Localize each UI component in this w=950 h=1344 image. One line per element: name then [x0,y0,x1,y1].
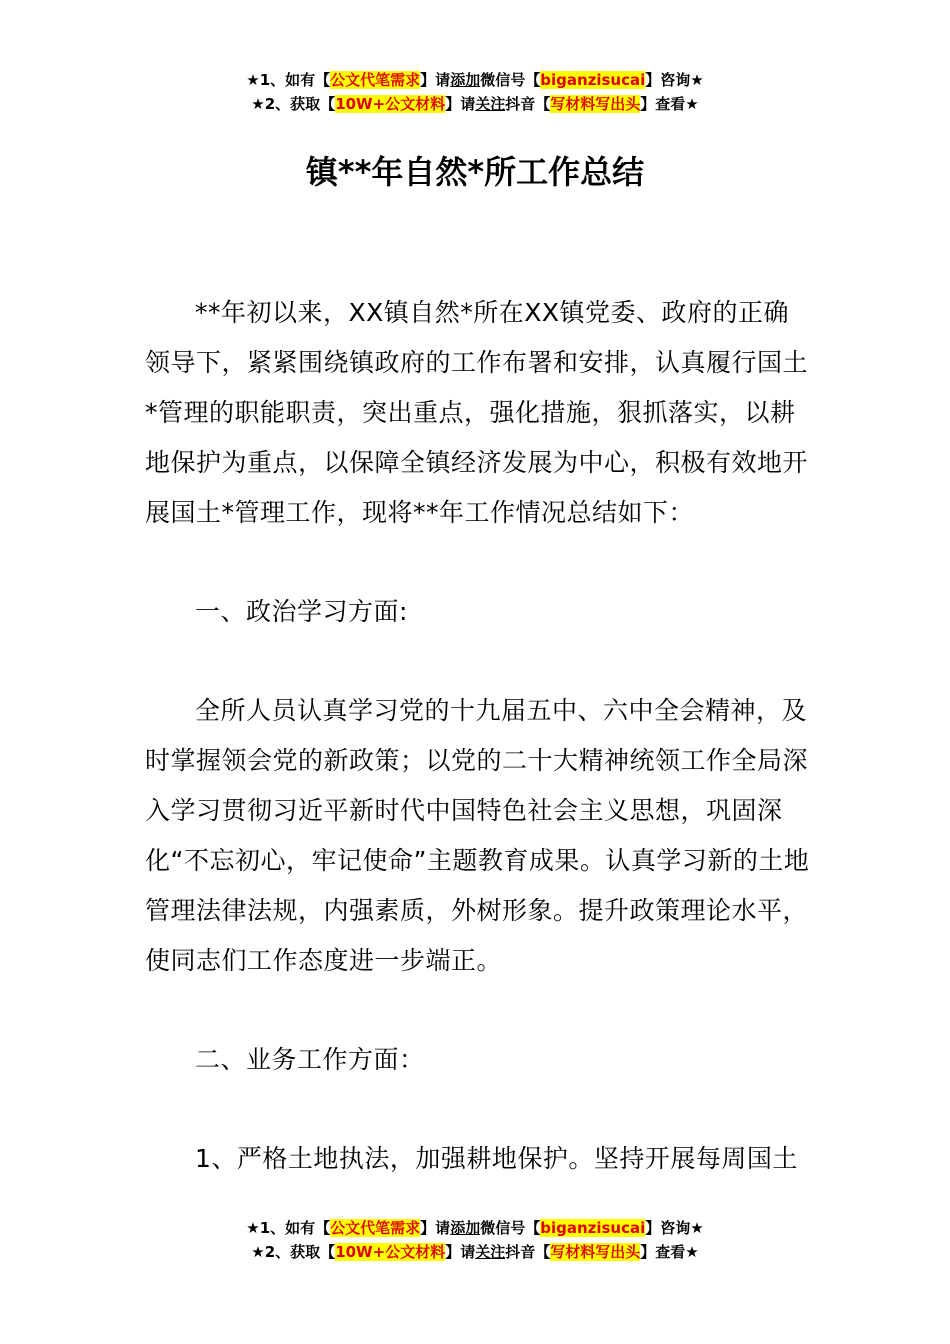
banner-text: 】请 [420,1219,451,1237]
banner-line-1 [0,1216,950,1240]
banner-text: 微信号【 [480,1219,541,1237]
banner-text: 抖音【 [505,95,551,113]
banner-line-2 [0,1240,950,1264]
document-body [145,587,810,637]
banner-underline: 关注 [475,95,506,113]
document-body [145,1134,810,1184]
banner-line-1 [0,68,950,92]
section-paragraph-2: 1、严格土地执法，加强耕地保护。坚持开展每周国土 [195,1144,798,1173]
section-heading-2: 二、业务工作方面： [195,1045,425,1074]
banner-line-2 [0,92,950,116]
document-body [145,1035,810,1085]
banner-underline: 添加 [450,1219,481,1237]
document-title: 镇**年自然*所工作总结 [305,153,645,191]
banner-highlight: 公文代笔需求 [330,1219,421,1237]
footer-banner [0,1216,950,1264]
banner-text: ★2、获取【 [251,95,336,113]
banner-underline: 关注 [475,1243,506,1261]
banner-text: ★1、如有【 [246,1219,331,1237]
intro-paragraph: **年初以来，XX镇自然*所在XX镇党委、政府的正确领导下，紧紧围绕镇政府的工作布署和安排，认真履行国土*管理的职能职责，突出重点，强化措施，狠抓落实，以耕地保护为重点，以保障全镇经济发展为中心，积极有效地开展国土*管理工作，现将**年工作情况总结如下： [145,298,809,527]
banner-text: 抖音【 [505,1243,551,1261]
banner-highlight: 公文代笔需求 [330,71,421,89]
header-banner [0,68,950,116]
banner-underline: 添加 [450,71,481,89]
banner-text: 】请 [445,95,476,113]
banner-highlight: 10W+公文材料 [335,1243,446,1261]
banner-highlight: biganzisucai [540,1219,646,1237]
section-paragraph-1: 全所人员认真学习党的十九届五中、六中全会精神，及时掌握领会党的新政策；以党的二十大精神统领工作全局深入学习贯彻习近平新时代中国特色社会主义思想，巩固深化“不忘初心，牢记使命”主题教育成果。认真学习新的土地管理法律法规，内强素质，外树形象。提升政策理论水平，使同志们工作态度进一步端正。 [145,696,810,975]
banner-highlight: biganzisucai [540,71,646,89]
banner-text: 】咨询★ [645,71,704,89]
banner-text: 】请 [445,1243,476,1261]
banner-text: 】请 [420,71,451,89]
banner-highlight: 写材料写出头 [550,1243,641,1261]
document-body [145,288,810,538]
banner-text: 】查看★ [640,1243,699,1261]
banner-highlight: 10W+公文材料 [335,95,446,113]
banner-text: 微信号【 [480,71,541,89]
banner-text: ★1、如有【 [246,71,331,89]
document-body [145,686,810,986]
banner-text: 】查看★ [640,95,699,113]
banner-highlight: 写材料写出头 [550,95,641,113]
banner-text: 】咨询★ [645,1219,704,1237]
section-heading-1: 一、政治学习方面: [195,597,408,626]
banner-text: ★2、获取【 [251,1243,336,1261]
